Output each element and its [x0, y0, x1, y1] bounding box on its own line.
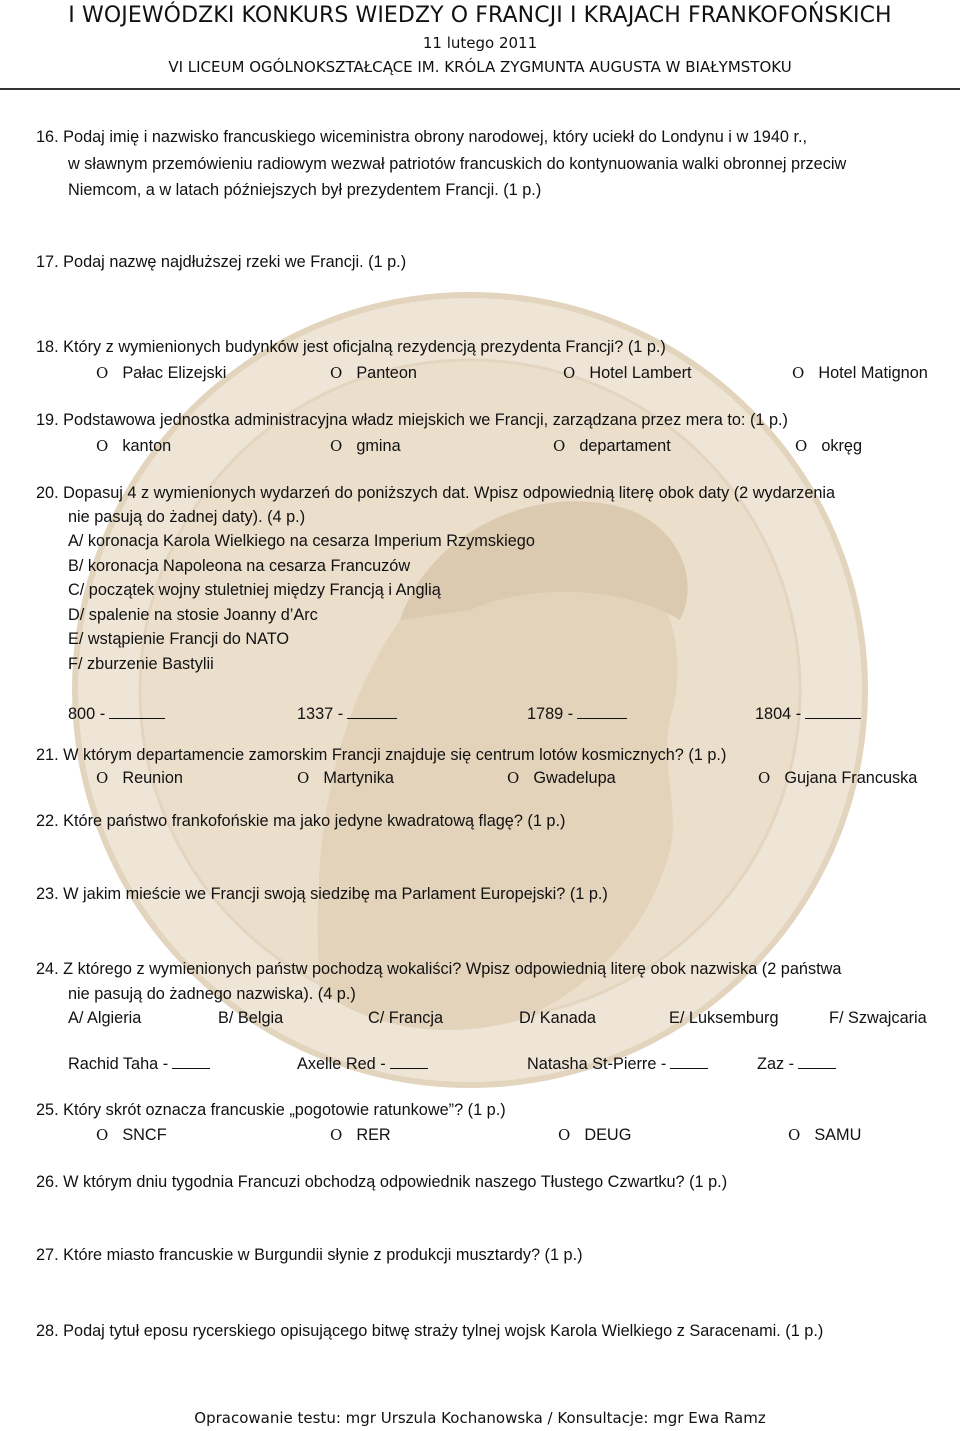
q28-text: 28. Podaj tytuł eposu rycerskiego opisującego bitwę straży tylnej wojsk Karola Wielkiego z Saracenami. (1 p.): [36, 1322, 824, 1340]
q24-singer-4: Zaz -: [757, 1054, 836, 1074]
q27-text: 27. Które miasto francuskie w Burgundii słynie z produkcji musztardy? (1 p.): [36, 1246, 583, 1264]
option-label: Hotel Lambert: [589, 364, 692, 382]
radio-icon[interactable]: O: [96, 364, 109, 382]
radio-icon[interactable]: O: [507, 769, 520, 787]
q24-singer-2: Axelle Red -: [297, 1054, 428, 1074]
q19-text: 19. Podstawowa jednostka administracyjna władz miejskich we Francji, zarządzana przez mera to: (1 p.): [36, 411, 788, 429]
option-label: Hotel Matignon: [818, 364, 928, 382]
option-label: okręg: [821, 437, 863, 455]
q21-option-4[interactable]: [758, 768, 917, 788]
option-label: kanton: [122, 437, 172, 455]
page-footer: Opracowanie testu: mgr Urszula Kochanowska / Konsultacje: mgr Ewa Ramz: [194, 1409, 766, 1427]
q23-text: 23. W jakim mieście we Francji swoją siedzibę ma Parlament Europejski? (1 p.): [36, 885, 608, 903]
option-label: Pałac Elizejski: [122, 364, 227, 382]
q20-date-800: 800 -: [68, 704, 165, 724]
q20-item-e: E/ wstąpienie Francji do NATO: [68, 630, 290, 648]
option-label: Martynika: [323, 769, 394, 787]
radio-icon[interactable]: O: [330, 364, 343, 382]
q21-option-3[interactable]: [507, 768, 616, 788]
q25-option-3[interactable]: [558, 1125, 631, 1145]
competition-date: 11 lutego 2011: [422, 34, 538, 52]
q20-item-b: B/ koronacja Napoleona na cesarza Francuzów: [68, 557, 411, 575]
radio-icon[interactable]: O: [788, 1126, 801, 1144]
radio-icon[interactable]: O: [758, 769, 771, 787]
radio-icon[interactable]: O: [96, 1126, 109, 1144]
q24-line-1: 24. Z którego z wymienionych państw pochodzą wokaliści? Wpisz odpowiednią literę obok nazwiska (2 państwa: [36, 960, 842, 978]
option-label: SAMU: [814, 1126, 862, 1144]
header-divider: [0, 88, 960, 90]
radio-icon[interactable]: O: [558, 1126, 571, 1144]
q24-country-e: E/ Luksemburg: [669, 1009, 779, 1027]
q25-option-1[interactable]: [96, 1125, 167, 1145]
q21-option-2[interactable]: [297, 768, 394, 788]
q20-line-1: 20. Dopasuj 4 z wymienionych wydarzeń do poniższych dat. Wpisz odpowiednią literę obok daty (2 wydarzenia: [36, 484, 836, 502]
option-label: Gwadelupa: [533, 769, 616, 787]
option-label: Panteon: [356, 364, 417, 382]
q24-singer-3: Natasha St-Pierre -: [527, 1054, 708, 1074]
school-name: VI LICEUM OGÓLNOKSZTAŁCĄCE IM. KRÓLA ZYGMUNTA AUGUSTA W BIAŁYMSTOKU: [168, 58, 792, 76]
radio-icon[interactable]: O: [330, 437, 343, 455]
q16-line-1: 16. Podaj imię i nazwisko francuskiego wiceministra obrony narodowej, który uciekł do Londynu i w 1940 r.,: [36, 128, 808, 146]
q17-text: 17. Podaj nazwę najdłuższej rzeki we Francji. (1 p.): [36, 253, 407, 271]
answer-blank[interactable]: [109, 704, 165, 719]
competition-title: I WOJEWÓDZKI KONKURS WIEDZY O FRANCJI I KRAJACH FRANKOFOŃSKICH: [68, 3, 892, 28]
answer-blank[interactable]: [798, 1054, 836, 1069]
radio-icon[interactable]: O: [553, 437, 566, 455]
answer-blank[interactable]: [347, 704, 397, 719]
answer-blank[interactable]: [670, 1054, 708, 1069]
q25-option-2[interactable]: [330, 1125, 391, 1145]
q20-item-f: F/ zburzenie Bastylii: [68, 655, 214, 673]
option-label: Gujana Francuska: [784, 769, 918, 787]
radio-icon[interactable]: O: [795, 437, 808, 455]
q24-country-f: F/ Szwajcaria: [829, 1009, 927, 1027]
option-label: DEUG: [584, 1126, 632, 1144]
q20-date-1789: 1789 -: [527, 704, 627, 724]
q20-date-1804: 1804 -: [755, 704, 861, 724]
q26-text: 26. W którym dniu tygodnia Francuzi obchodzą odpowiednik naszego Tłustego Czwartku? (1 p.): [36, 1173, 728, 1191]
q20-item-a: A/ koronacja Karola Wielkiego na cesarza Imperium Rzymskiego: [68, 532, 535, 550]
q21-text: 21. W którym departamencie zamorskim Francji znajduje się centrum lotów kosmicznych? (1 p.): [36, 746, 727, 764]
radio-icon[interactable]: O: [792, 364, 805, 382]
q20-line-2: nie pasują do żadnej daty). (4 p.): [68, 508, 306, 526]
q24-country-d: D/ Kanada: [519, 1009, 596, 1027]
q24-singer-1: Rachid Taha -: [68, 1054, 210, 1074]
q25-option-4[interactable]: [788, 1125, 861, 1145]
q18-option-4[interactable]: [792, 363, 928, 383]
q18-option-1[interactable]: [96, 363, 226, 383]
radio-icon[interactable]: O: [96, 769, 109, 787]
q19-option-1[interactable]: [96, 436, 171, 456]
radio-icon[interactable]: O: [96, 437, 109, 455]
radio-icon[interactable]: O: [330, 1126, 343, 1144]
q18-option-3[interactable]: [563, 363, 692, 383]
option-label: departament: [579, 437, 671, 455]
q16-line-3: Niemcom, a w latach późniejszych był prezydentem Francji. (1 p.): [68, 181, 542, 199]
q19-option-3[interactable]: [553, 436, 671, 456]
option-label: gmina: [356, 437, 401, 455]
q24-country-b: B/ Belgia: [218, 1009, 284, 1027]
q24-country-a: A/ Algieria: [68, 1009, 142, 1027]
option-label: Reunion: [122, 769, 183, 787]
q20-date-1337: 1337 -: [297, 704, 397, 724]
q16-line-2: w sławnym przemówieniu radiowym wezwał patriotów francuskich do kontynuowania walki obronnej przeciw: [68, 155, 847, 173]
q25-text: 25. Który skrót oznacza francuskie „pogotowie ratunkowe”? (1 p.): [36, 1101, 506, 1119]
q20-item-d: D/ spalenie na stosie Joanny d’Arc: [68, 606, 318, 624]
q24-country-c: C/ Francja: [368, 1009, 444, 1027]
option-label: SNCF: [122, 1126, 167, 1144]
radio-icon[interactable]: O: [297, 769, 310, 787]
q20-item-c: C/ początek wojny stuletniej między Francją i Anglią: [68, 581, 441, 599]
option-label: RER: [356, 1126, 391, 1144]
q19-option-4[interactable]: [795, 436, 862, 456]
q24-line-2: nie pasują do żadnego nazwiska). (4 p.): [68, 985, 356, 1003]
answer-blank[interactable]: [172, 1054, 210, 1069]
q18-text: 18. Który z wymienionych budynków jest oficjalną rezydencją prezydenta Francji? (1 p.): [36, 338, 666, 356]
q22-text: 22. Które państwo frankofońskie ma jako jedyne kwadratową flagę? (1 p.): [36, 812, 566, 830]
q18-option-2[interactable]: [330, 363, 417, 383]
answer-blank[interactable]: [577, 704, 627, 719]
radio-icon[interactable]: O: [563, 364, 576, 382]
q19-option-2[interactable]: [330, 436, 401, 456]
answer-blank[interactable]: [805, 704, 861, 719]
q21-option-1[interactable]: [96, 768, 183, 788]
answer-blank[interactable]: [390, 1054, 428, 1069]
